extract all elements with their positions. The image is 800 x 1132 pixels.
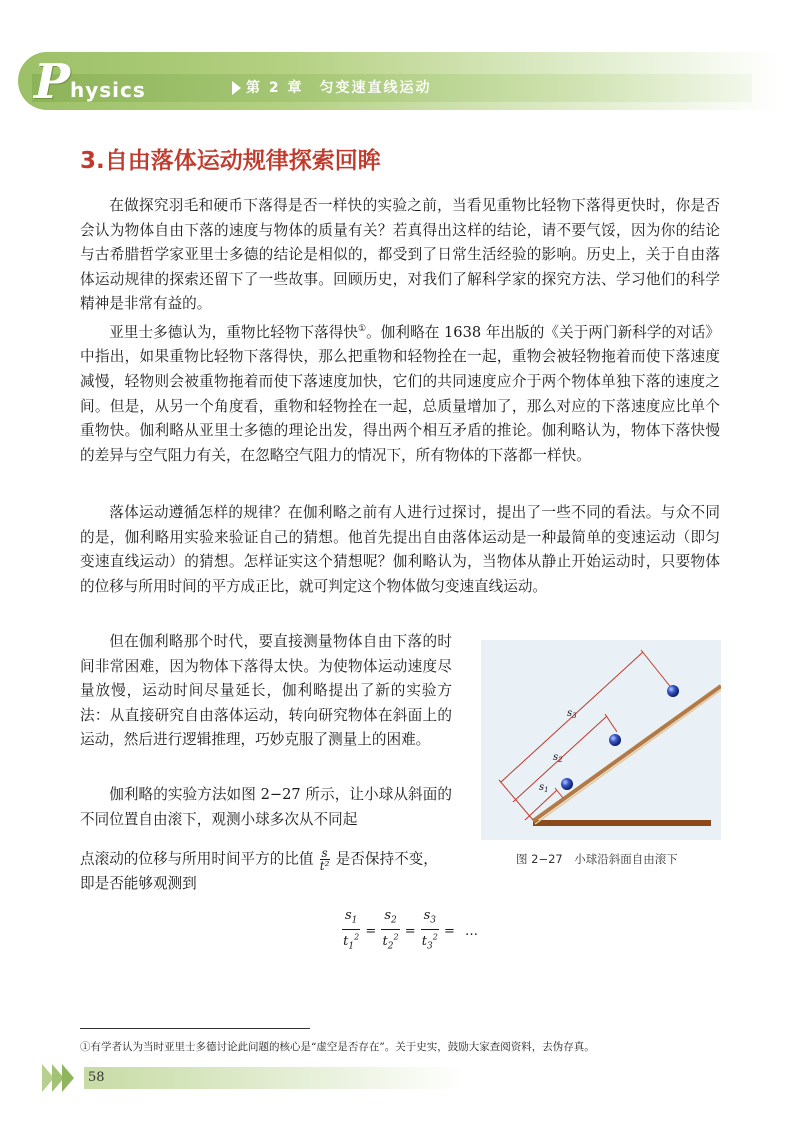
paragraph-4: 但在伽利略那个时代，要直接测量物体自由下落的时间非常困难，因为物体下落得太快。为使物体运动速度尽量放慢，运动时间尽量延长，伽利略提出了新的实验方法：从直接研究自由落体运动，转向研究物体在斜面上的运动，然后进行逻辑推理，巧妙克服了测量上的困难。 [80, 633, 452, 749]
chapter-title: 第 2 章 匀变速直线运动 [246, 80, 432, 96]
brand-word: hysics [70, 78, 146, 102]
label-s1: $s_1$ [539, 782, 549, 794]
dimension-lines [499, 650, 673, 820]
ball-1 [561, 778, 573, 790]
paragraph-2 [80, 317, 720, 468]
paragraph-2-part-b: 。伽利略在 1638 年出版的《关于两门新科学的对话》中指出，如果重物比轻物下落得快，那么把重物和轻物拴在一起，重物会被轻物拖着而使下落速度减慢，轻物则会被重物拖着而使下落速度加快，它们的共同速度应介于两个物体单独下落的速度之间。但是，从另一个角度看，重物和轻物拴在一起，总质量增加了，那么对应的下落速度应比单个重物快。伽利略从亚里士多德的理论出发，得出两个相互矛盾的推论。伽利略认为，物体下落快慢的差异与空气阻力有关，在忽略空气阻力的情况下，所有物体的下落都一样快。 [80, 323, 720, 464]
paragraph-6 [80, 847, 452, 897]
footnote: ①有学者认为当时亚里士多德讨论此问题的核心是“虚空是否存在”。关于史实，鼓励大家查阅资料，去伪存真。 [80, 1041, 595, 1053]
ball-3 [667, 685, 679, 697]
ratio-fraction [320, 847, 330, 872]
incline-plank [533, 686, 721, 821]
footnote-ref[interactable]: ① [358, 324, 367, 334]
label-s2: $s_2$ [553, 752, 563, 764]
footnote-divider [80, 1028, 310, 1029]
paragraph-6-part-a: 点滚动的位移与所用时间平方的比值 [80, 850, 314, 868]
fraction-2: $\frac{s_2}{t_2^2}$ [382, 908, 399, 952]
paragraph-1: 在做探究羽毛和硬币下落得是否一样快的实验之前，当看见重物比轻物下落得更快时，你是否会认为物体自由下落的速度与物体的质量有关？若真得出这样的结论，请不要气馁，因为你的结论与古希腊哲学家亚里士多德的结论是相似的，都受到了日常生活经验的影响。历史上，关于自由落体运动规律的探索还留下了一些故事。回顾历史，对我们了解科学家的探究方法、学习他们的科学精神是非常有益的。 [80, 197, 720, 313]
chevron-right-icon [232, 81, 241, 95]
footer-band [84, 1067, 464, 1089]
ratio-equation [342, 908, 483, 955]
fraction-1: $\frac{s_1}{t_1^2}$ [343, 908, 360, 952]
section-title: 3.自由落体运动规律探索回眸 [80, 148, 381, 174]
page-number: 58 [88, 1070, 105, 1085]
paragraph-3: 落体运动遵循怎样的规律？在伽利略之前有人进行过探讨，提出了一些不同的看法。与众不同的是，伽利略用实验来验证自己的猜想。他首先提出自由落体运动是一种最简单的变速运动（即匀变速直线运动）的猜想。怎样证实这个猜想呢？伽利略认为，当物体从静止开始运动时，只要物体的位移与所用时间的平方成正比，就可判定这个物体做匀变速直线运动。 [80, 504, 720, 595]
equals-sign: = [404, 923, 416, 939]
ratio-numerator: s [321, 846, 328, 860]
page-header [0, 0, 800, 120]
label-s3: $s_3$ [567, 708, 577, 720]
incline-figure [481, 640, 721, 840]
ellipsis: … [464, 923, 478, 939]
equals-sign: = [444, 923, 455, 939]
paragraph-2-part-a: 亚里士多德认为，重物比轻物下落得快 [109, 323, 359, 341]
figure-caption: 图 2−27 小球沿斜面自由滚下 [516, 852, 678, 866]
ratio-denominator: t² [319, 859, 330, 873]
ground-plank [533, 820, 711, 826]
incline-diagram [481, 640, 721, 840]
paragraph-6-part-b: 是否保持不变，即是否能够观测到 [80, 850, 438, 893]
paragraph-5: 伽利略的实验方法如图 2−27 所示，让小球从斜面的不同位置自由滚下，观测小球多次从不同起 [80, 786, 452, 828]
equals-sign: = [365, 923, 377, 939]
fraction-3: $\frac{s_3}{t_3^2}$ [421, 908, 438, 952]
brand-initial: P [34, 54, 71, 110]
footer-arrows-icon [42, 1064, 86, 1092]
ball-2 [609, 734, 621, 746]
